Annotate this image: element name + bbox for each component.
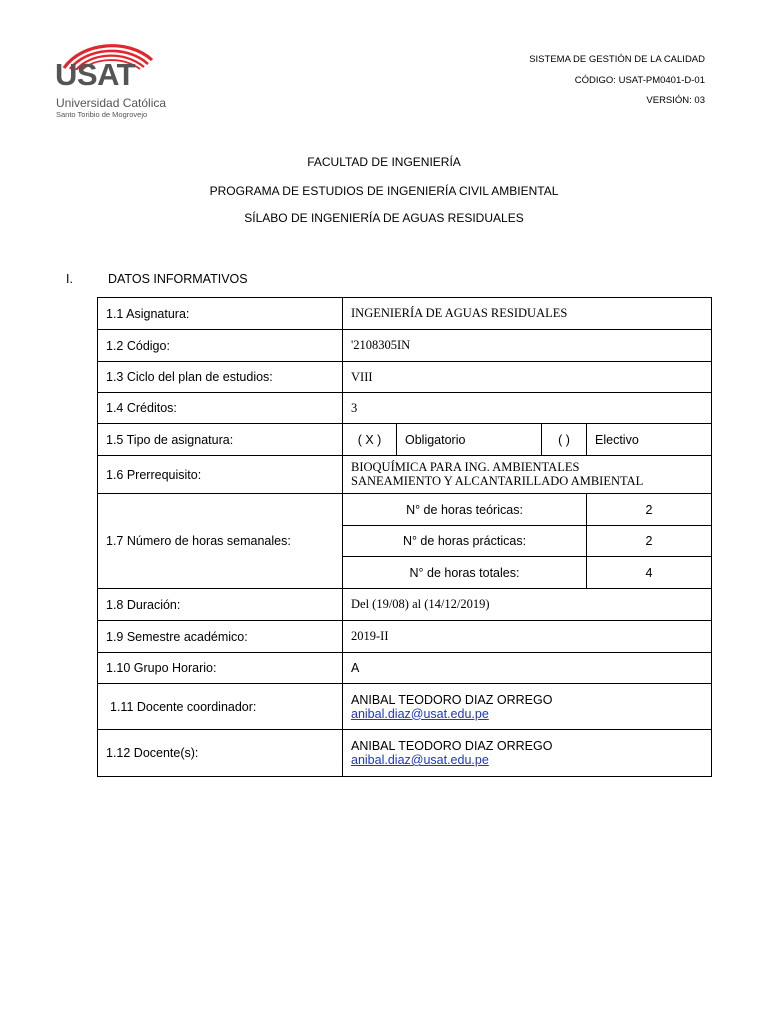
codigo-value: '2108305IN — [343, 330, 712, 362]
table-row — [98, 424, 712, 456]
electivo-mark: ( ) — [542, 424, 587, 456]
docentes-label: 1.12 Docente(s): — [98, 730, 343, 777]
table-row — [98, 494, 712, 526]
ciclo-value: VIII — [343, 362, 712, 393]
logo-university: Universidad Católica — [56, 96, 167, 110]
tipo-label: 1.5 Tipo de asignatura: — [98, 424, 343, 456]
creditos-value: 3 — [343, 393, 712, 424]
prerrequisito-line2: SANEAMIENTO Y ALCANTARILLADO AMBIENTAL — [351, 473, 644, 488]
usat-logo — [52, 40, 167, 122]
table-row — [98, 330, 712, 362]
horas-totales-label: N° de horas totales: — [343, 557, 587, 589]
section-title: DATOS INFORMATIVOS — [108, 272, 248, 286]
horas-practicas-value: 2 — [587, 526, 712, 557]
table-row — [98, 653, 712, 684]
docente-email-link[interactable]: anibal.diaz@usat.edu.pe — [351, 753, 489, 767]
asignatura-value: INGENIERÍA DE AGUAS RESIDUALES — [343, 298, 712, 330]
quality-system-label: SISTEMA DE GESTIÓN DE LA CALIDAD — [529, 54, 705, 65]
coordinador-value — [343, 684, 712, 730]
docentes-value — [343, 730, 712, 777]
semestre-value: 2019-II — [343, 621, 712, 653]
document-version: VERSIÓN: 03 — [646, 95, 705, 106]
coordinador-email-link[interactable]: anibal.diaz@usat.edu.pe — [351, 706, 489, 721]
obligatorio-mark: ( X ) — [343, 424, 397, 456]
prerrequisito-line1: BIOQUÍMICA PARA ING. AMBIENTALES — [351, 460, 580, 475]
grupo-label: 1.10 Grupo Horario: — [98, 653, 343, 684]
semestre-label: 1.9 Semestre académico: — [98, 621, 343, 653]
docente-name: ANIBAL TEODORO DIAZ ORREGO — [351, 739, 553, 753]
logo-subtitle: Santo Toribio de Mogrovejo — [56, 110, 148, 119]
horas-totales-value: 4 — [587, 557, 712, 589]
section-number: I. — [66, 272, 73, 286]
codigo-label: 1.2 Código: — [98, 330, 343, 362]
creditos-label: 1.4 Créditos: — [98, 393, 343, 424]
coordinador-label: 1.11 Docente coordinador: — [98, 684, 343, 730]
table-row — [98, 362, 712, 393]
course-info-table — [97, 297, 712, 777]
table-row — [98, 589, 712, 621]
horas-teoricas-value: 2 — [587, 494, 712, 526]
coordinador-name: ANIBAL TEODORO DIAZ ORREGO — [351, 692, 553, 707]
table-row — [98, 456, 712, 494]
prerrequisito-label: 1.6 Prerrequisito: — [98, 456, 343, 494]
logo-wordmark: USAT — [55, 57, 136, 92]
table-row — [98, 621, 712, 653]
horas-teoricas-label: N° de horas teóricas: — [343, 494, 587, 526]
ciclo-label: 1.3 Ciclo del plan de estudios: — [98, 362, 343, 393]
duracion-value: Del (19/08) al (14/12/2019) — [343, 589, 712, 621]
document-code: CÓDIGO: USAT-PM0401-D-01 — [574, 75, 705, 86]
horas-practicas-label: N° de horas prácticas: — [343, 526, 587, 557]
syllabus-title: SÍLABO DE INGENIERÍA DE AGUAS RESIDUALES — [244, 211, 524, 225]
duracion-label: 1.8 Duración: — [98, 589, 343, 621]
obligatorio-label: Obligatorio — [397, 424, 542, 456]
prerrequisito-value — [343, 456, 712, 494]
table-row — [98, 730, 712, 777]
table-row — [98, 298, 712, 330]
horas-label: 1.7 Número de horas semanales: — [98, 494, 343, 589]
table-row — [98, 684, 712, 730]
faculty-title: FACULTAD DE INGENIERÍA — [307, 155, 461, 169]
electivo-label: Electivo — [587, 424, 712, 456]
grupo-value: A — [343, 653, 712, 684]
program-title: PROGRAMA DE ESTUDIOS DE INGENIERÍA CIVIL AMBIENTAL — [209, 184, 559, 198]
table-row — [98, 393, 712, 424]
asignatura-label: 1.1 Asignatura: — [98, 298, 343, 330]
